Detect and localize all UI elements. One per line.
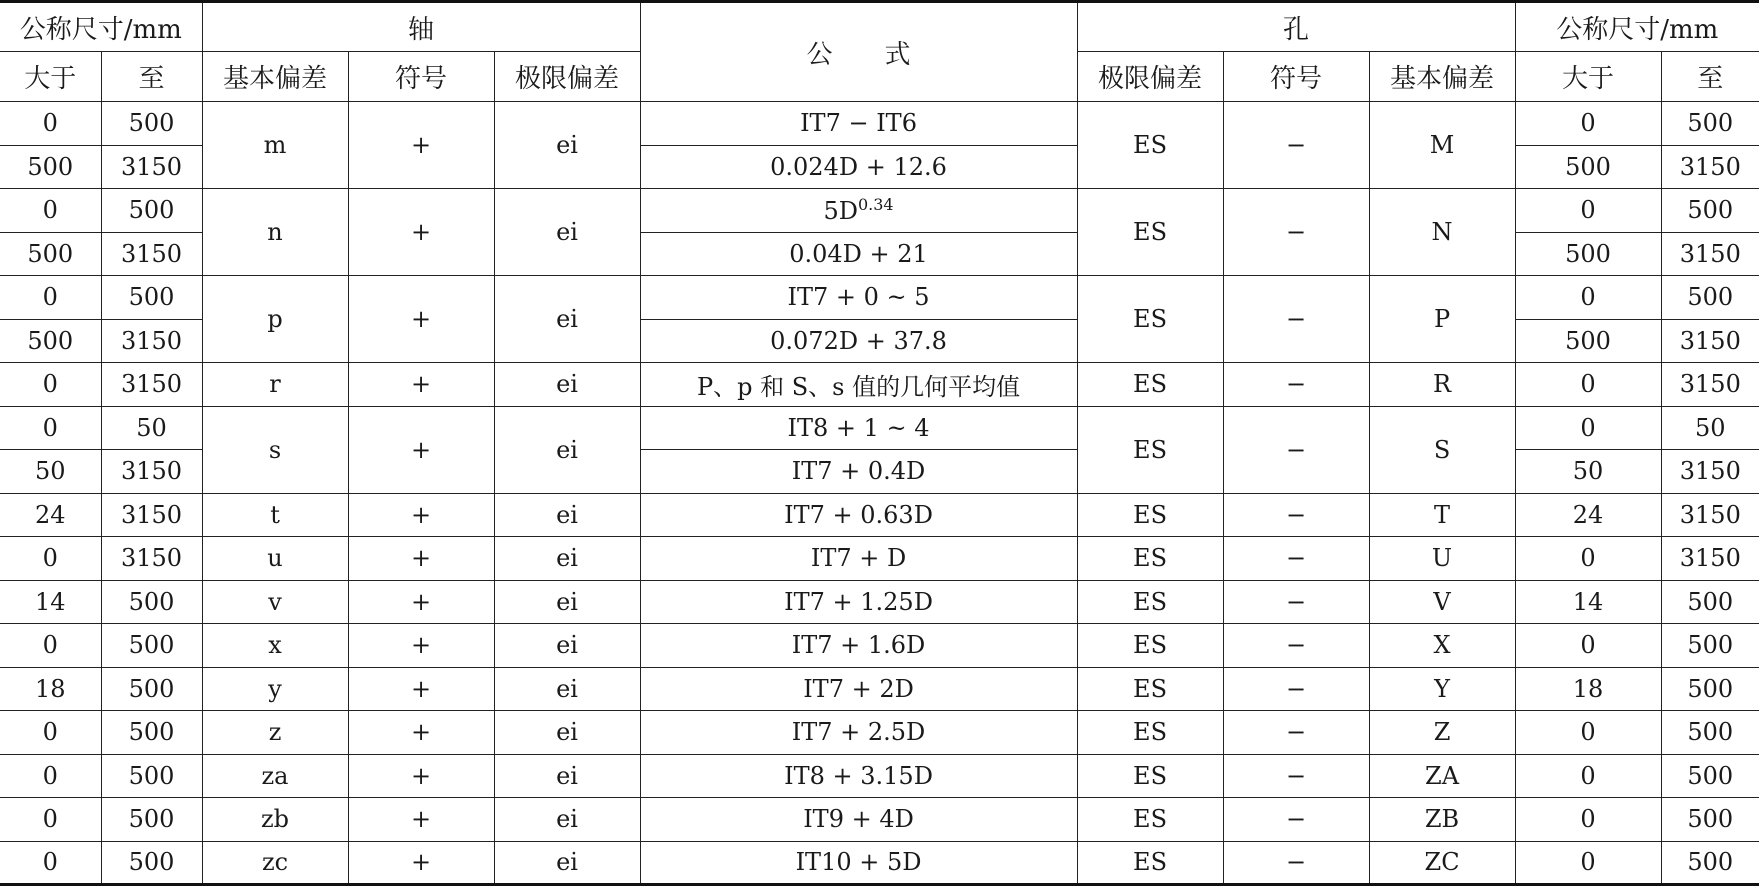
hole-basic-deviation-cell: ZA <box>1369 754 1515 798</box>
to-left-cell: 500 <box>101 711 202 755</box>
table-row <box>0 363 1759 407</box>
formula-cell <box>640 363 1077 407</box>
table-row <box>0 667 1759 711</box>
table-row <box>0 580 1759 624</box>
formula-text: IT7 + 0 ~ 5 <box>787 283 930 312</box>
hole-basic-deviation-cell: V <box>1369 580 1515 624</box>
shaft-sign-cell: + <box>348 754 494 798</box>
hole-basic-deviation-cell: ZC <box>1369 841 1515 885</box>
shaft-sign-cell: + <box>348 363 494 407</box>
to-right-cell: 3150 <box>1661 319 1759 363</box>
to-right-cell: 500 <box>1661 841 1759 885</box>
shaft-limit-deviation-cell: ei <box>494 102 640 189</box>
hole-limit-deviation-cell: ES <box>1077 580 1223 624</box>
shaft-basic-deviation-cell: m <box>202 102 348 189</box>
to-left-cell: 3150 <box>101 537 202 581</box>
over-left-cell: 0 <box>0 189 101 233</box>
over-left-cell: 24 <box>0 493 101 537</box>
to-left-cell: 500 <box>101 624 202 668</box>
formula-cell <box>640 450 1077 494</box>
formula-cell <box>640 537 1077 581</box>
formula-header: 公 式 <box>640 2 1077 102</box>
hole-limit-deviation-cell: ES <box>1077 102 1223 189</box>
hole-header: 孔 <box>1077 2 1515 52</box>
formula-text: 5D <box>823 197 858 226</box>
shaft-limit-deviation-cell: ei <box>494 841 640 885</box>
over-left-cell: 0 <box>0 754 101 798</box>
over-right-cell: 0 <box>1515 406 1661 450</box>
over-left-cell: 0 <box>0 798 101 842</box>
hole-basic-deviation-cell: Z <box>1369 711 1515 755</box>
shaft-basic-deviation-cell: x <box>202 624 348 668</box>
to-right-cell: 500 <box>1661 276 1759 320</box>
shaft-limit-deviation-cell: ei <box>494 624 640 668</box>
over-right-cell: 500 <box>1515 145 1661 189</box>
to-right-cell: 500 <box>1661 189 1759 233</box>
to-right-cell: 500 <box>1661 798 1759 842</box>
formula-cell <box>640 102 1077 146</box>
table-body <box>0 102 1759 885</box>
formula-cell <box>640 754 1077 798</box>
hole-limit-deviation-cell: ES <box>1077 667 1223 711</box>
to-right-cell: 500 <box>1661 667 1759 711</box>
table-row <box>0 537 1759 581</box>
to-left-cell: 3150 <box>101 450 202 494</box>
over-left-cell: 500 <box>0 145 101 189</box>
over-left-cell: 0 <box>0 624 101 668</box>
hole-basic-deviation-cell: M <box>1369 102 1515 189</box>
shaft-limit-deviation-cell: ei <box>494 537 640 581</box>
to-left-cell: 500 <box>101 798 202 842</box>
shaft-sign-cell: + <box>348 102 494 189</box>
to-left-cell: 500 <box>101 841 202 885</box>
hole-sign-cell: − <box>1223 189 1369 276</box>
hole-sign-cell: − <box>1223 276 1369 363</box>
hole-limit-deviation-cell: ES <box>1077 406 1223 493</box>
over-left-cell: 500 <box>0 319 101 363</box>
over-right-cell: 14 <box>1515 580 1661 624</box>
formula-cell <box>640 580 1077 624</box>
over-right-cell: 500 <box>1515 319 1661 363</box>
shaft-sign-cell: + <box>348 580 494 624</box>
shaft-sign-cell: + <box>348 537 494 581</box>
formula-text: IT7 + 2.5D <box>791 718 926 747</box>
shaft-sign-cell: + <box>348 841 494 885</box>
formula-cell <box>640 232 1077 276</box>
hole-sign-cell: − <box>1223 754 1369 798</box>
shaft-basic-deviation-cell: zc <box>202 841 348 885</box>
shaft-basic-deviation-cell: t <box>202 493 348 537</box>
hole-basic-deviation-cell: P <box>1369 276 1515 363</box>
shaft-limit-deviation-cell: ei <box>494 363 640 407</box>
shaft-basic-deviation-cell: zb <box>202 798 348 842</box>
shaft-sign-header: 符号 <box>348 52 494 102</box>
to-right-cell: 500 <box>1661 754 1759 798</box>
shaft-basic-deviation-cell: v <box>202 580 348 624</box>
hole-sign-cell: − <box>1223 363 1369 407</box>
over-right-cell: 0 <box>1515 102 1661 146</box>
shaft-basic-deviation-header: 基本偏差 <box>202 52 348 102</box>
shaft-limit-deviation-cell: ei <box>494 189 640 276</box>
over-left-cell: 0 <box>0 363 101 407</box>
formula-text: IT7 + 0.63D <box>784 500 933 529</box>
to-left-cell: 500 <box>101 580 202 624</box>
hole-limit-deviation-cell: ES <box>1077 798 1223 842</box>
formula-text: IT7 + 1.6D <box>791 631 926 660</box>
over-left-cell: 0 <box>0 406 101 450</box>
shaft-sign-cell: + <box>348 624 494 668</box>
over-left-header: 大于 <box>0 52 101 102</box>
hole-limit-deviation-cell: ES <box>1077 493 1223 537</box>
shaft-basic-deviation-cell: n <box>202 189 348 276</box>
to-right-cell: 500 <box>1661 711 1759 755</box>
hole-basic-deviation-cell: S <box>1369 406 1515 493</box>
shaft-sign-cell: + <box>348 493 494 537</box>
table-row <box>0 102 1759 146</box>
table-row <box>0 189 1759 233</box>
over-right-cell: 0 <box>1515 189 1661 233</box>
hole-limit-deviation-cell: ES <box>1077 754 1223 798</box>
shaft-limit-deviation-cell: ei <box>494 711 640 755</box>
hole-basic-deviation-cell: ZB <box>1369 798 1515 842</box>
shaft-basic-deviation-cell: r <box>202 363 348 407</box>
to-right-header: 至 <box>1661 52 1759 102</box>
over-right-cell: 24 <box>1515 493 1661 537</box>
hole-sign-cell: − <box>1223 841 1369 885</box>
hole-basic-deviation-cell: Y <box>1369 667 1515 711</box>
formula-cell <box>640 624 1077 668</box>
shaft-limit-deviation-header: 极限偏差 <box>494 52 640 102</box>
shaft-header: 轴 <box>202 2 640 52</box>
shaft-sign-cell: + <box>348 276 494 363</box>
to-left-cell: 3150 <box>101 145 202 189</box>
table-row <box>0 406 1759 450</box>
to-right-cell: 3150 <box>1661 145 1759 189</box>
table-row <box>0 624 1759 668</box>
shaft-basic-deviation-cell: z <box>202 711 348 755</box>
hole-basic-deviation-cell: U <box>1369 537 1515 581</box>
formula-text: IT7 + 2D <box>803 674 914 703</box>
formula-exponent: 0.34 <box>857 195 894 215</box>
hole-limit-deviation-cell: ES <box>1077 841 1223 885</box>
to-right-cell: 3150 <box>1661 363 1759 407</box>
over-left-cell: 0 <box>0 102 101 146</box>
to-right-cell: 500 <box>1661 580 1759 624</box>
shaft-limit-deviation-cell: ei <box>494 754 640 798</box>
formula-cell <box>640 189 1077 233</box>
over-right-cell: 0 <box>1515 841 1661 885</box>
formula-text: P、p 和 S、s 值的几何平均值 <box>696 372 1021 401</box>
over-left-cell: 14 <box>0 580 101 624</box>
to-left-cell: 3150 <box>101 232 202 276</box>
over-left-cell: 0 <box>0 841 101 885</box>
over-right-cell: 18 <box>1515 667 1661 711</box>
over-left-cell: 18 <box>0 667 101 711</box>
to-left-cell: 500 <box>101 754 202 798</box>
hole-limit-deviation-cell: ES <box>1077 189 1223 276</box>
to-left-cell: 3150 <box>101 363 202 407</box>
shaft-sign-cell: + <box>348 798 494 842</box>
to-left-cell: 3150 <box>101 319 202 363</box>
hole-basic-deviation-cell: N <box>1369 189 1515 276</box>
table-row <box>0 276 1759 320</box>
formula-cell <box>640 406 1077 450</box>
to-right-cell: 3150 <box>1661 493 1759 537</box>
over-right-cell: 0 <box>1515 624 1661 668</box>
to-left-cell: 500 <box>101 276 202 320</box>
to-right-cell: 500 <box>1661 624 1759 668</box>
formula-text: IT10 + 5D <box>795 848 922 877</box>
over-right-cell: 0 <box>1515 798 1661 842</box>
shaft-limit-deviation-cell: ei <box>494 406 640 493</box>
table-row <box>0 754 1759 798</box>
table-row <box>0 493 1759 537</box>
formula-text: IT7 + D <box>810 544 907 573</box>
formula-cell <box>640 711 1077 755</box>
over-right-header: 大于 <box>1515 52 1661 102</box>
shaft-limit-deviation-cell: ei <box>494 493 640 537</box>
hole-sign-cell: − <box>1223 711 1369 755</box>
formula-cell <box>640 319 1077 363</box>
to-right-cell: 3150 <box>1661 232 1759 276</box>
shaft-basic-deviation-cell: y <box>202 667 348 711</box>
to-right-cell: 3150 <box>1661 537 1759 581</box>
hole-sign-cell: − <box>1223 537 1369 581</box>
hole-sign-cell: − <box>1223 102 1369 189</box>
hole-limit-deviation-header: 极限偏差 <box>1077 52 1223 102</box>
to-right-cell: 3150 <box>1661 450 1759 494</box>
nominal-size-left-header: 公称尺寸/mm <box>0 2 202 52</box>
formula-text: IT8 + 1 ~ 4 <box>787 413 930 442</box>
formula-cell <box>640 841 1077 885</box>
nominal-size-right-header: 公称尺寸/mm <box>1515 2 1759 52</box>
hole-sign-header: 符号 <box>1223 52 1369 102</box>
hole-sign-cell: − <box>1223 493 1369 537</box>
over-right-cell: 0 <box>1515 754 1661 798</box>
formula-cell <box>640 145 1077 189</box>
formula-cell <box>640 798 1077 842</box>
formula-cell <box>640 276 1077 320</box>
over-right-cell: 0 <box>1515 537 1661 581</box>
formula-text: IT7 + 0.4D <box>791 457 926 486</box>
hole-basic-deviation-header: 基本偏差 <box>1369 52 1515 102</box>
to-right-cell: 50 <box>1661 406 1759 450</box>
formula-text: 0.04D + 21 <box>789 239 928 268</box>
shaft-limit-deviation-cell: ei <box>494 798 640 842</box>
shaft-sign-cell: + <box>348 406 494 493</box>
over-left-cell: 0 <box>0 276 101 320</box>
over-right-cell: 50 <box>1515 450 1661 494</box>
header-row-1 <box>0 2 1759 52</box>
to-left-cell: 50 <box>101 406 202 450</box>
table-row <box>0 711 1759 755</box>
formula-cell <box>640 493 1077 537</box>
over-right-cell: 0 <box>1515 363 1661 407</box>
to-left-header: 至 <box>101 52 202 102</box>
shaft-sign-cell: + <box>348 189 494 276</box>
hole-sign-cell: − <box>1223 406 1369 493</box>
formula-cell <box>640 667 1077 711</box>
over-right-cell: 500 <box>1515 232 1661 276</box>
formula-text: IT7 − IT6 <box>800 109 917 138</box>
to-right-cell: 500 <box>1661 102 1759 146</box>
formula-text: 0.024D + 12.6 <box>770 152 947 181</box>
over-right-cell: 0 <box>1515 711 1661 755</box>
table-row <box>0 841 1759 885</box>
hole-sign-cell: − <box>1223 624 1369 668</box>
shaft-sign-cell: + <box>348 667 494 711</box>
to-left-cell: 500 <box>101 189 202 233</box>
hole-limit-deviation-cell: ES <box>1077 276 1223 363</box>
shaft-basic-deviation-cell: p <box>202 276 348 363</box>
over-left-cell: 500 <box>0 232 101 276</box>
over-right-cell: 0 <box>1515 276 1661 320</box>
to-left-cell: 3150 <box>101 493 202 537</box>
hole-basic-deviation-cell: X <box>1369 624 1515 668</box>
shaft-limit-deviation-cell: ei <box>494 276 640 363</box>
hole-limit-deviation-cell: ES <box>1077 711 1223 755</box>
formula-text: IT9 + 4D <box>803 805 914 834</box>
hole-sign-cell: − <box>1223 580 1369 624</box>
over-left-cell: 50 <box>0 450 101 494</box>
hole-basic-deviation-cell: T <box>1369 493 1515 537</box>
shaft-sign-cell: + <box>348 711 494 755</box>
hole-limit-deviation-cell: ES <box>1077 624 1223 668</box>
to-left-cell: 500 <box>101 102 202 146</box>
over-left-cell: 0 <box>0 537 101 581</box>
over-left-cell: 0 <box>0 711 101 755</box>
shaft-basic-deviation-cell: u <box>202 537 348 581</box>
hole-limit-deviation-cell: ES <box>1077 363 1223 407</box>
shaft-limit-deviation-cell: ei <box>494 667 640 711</box>
table-row <box>0 798 1759 842</box>
to-left-cell: 500 <box>101 667 202 711</box>
hole-sign-cell: − <box>1223 798 1369 842</box>
formula-text: 0.072D + 37.8 <box>770 326 947 355</box>
formula-text: IT8 + 3.15D <box>784 761 933 790</box>
shaft-limit-deviation-cell: ei <box>494 580 640 624</box>
hole-basic-deviation-cell: R <box>1369 363 1515 407</box>
shaft-basic-deviation-cell: s <box>202 406 348 493</box>
formula-text: IT7 + 1.25D <box>784 587 933 616</box>
hole-limit-deviation-cell: ES <box>1077 537 1223 581</box>
hole-sign-cell: − <box>1223 667 1369 711</box>
shaft-basic-deviation-cell: za <box>202 754 348 798</box>
